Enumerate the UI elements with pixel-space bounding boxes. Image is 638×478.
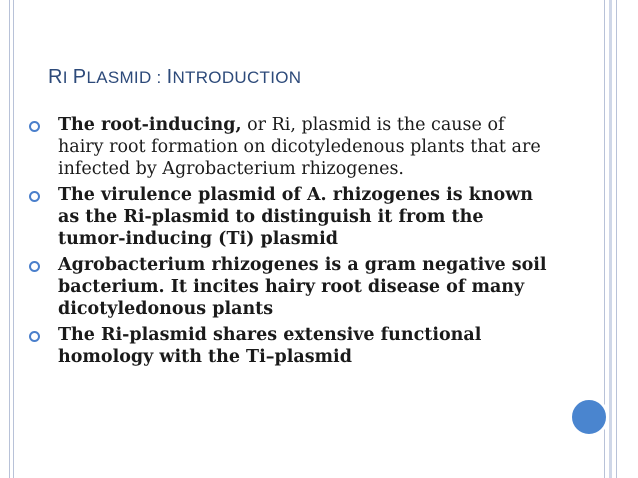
title-text: NTRODUCTION <box>172 68 302 87</box>
bullet-item <box>28 184 548 250</box>
bullet-text: The Ri-plasmid shares extensive functional homology with the Ti–plasmid <box>58 325 482 367</box>
bullet-list <box>28 114 548 372</box>
right-border-line <box>609 0 612 478</box>
title-text: I <box>62 68 73 87</box>
decorative-circle <box>569 397 609 437</box>
right-border-line <box>616 0 617 478</box>
title-cap: R <box>48 66 63 88</box>
title-cap: I <box>166 66 173 88</box>
left-border-line <box>9 0 10 478</box>
bullet-circle-icon <box>29 331 40 342</box>
bullet-circle-icon <box>29 191 40 202</box>
slide-title <box>48 66 301 89</box>
bullet-item <box>28 254 548 320</box>
bullet-circle-icon <box>29 121 40 132</box>
bullet-item <box>28 324 548 368</box>
title-text: LASMID : <box>86 68 167 87</box>
bullet-text: or Ri, plasmid is the cause of hairy root formation on dicotyledenous plants that are infected by Agrobacterium rhizogenes. <box>58 115 541 179</box>
bullet-bold-lead: The root-inducing, <box>58 115 242 135</box>
bullet-circle-icon <box>29 261 40 272</box>
bullet-text: The virulence plasmid of A. rhizogenes is known as the Ri-plasmid to distinguish it from the tumor-inducing (Ti) plasmid <box>58 185 534 249</box>
left-border-line <box>13 0 14 478</box>
bullet-item <box>28 114 548 180</box>
title-cap: P <box>72 66 87 88</box>
bullet-text: Agrobacterium rhizogenes is a gram negative soil bacterium. It incites hairy root disease of many dicotyledonous plants <box>58 255 547 319</box>
